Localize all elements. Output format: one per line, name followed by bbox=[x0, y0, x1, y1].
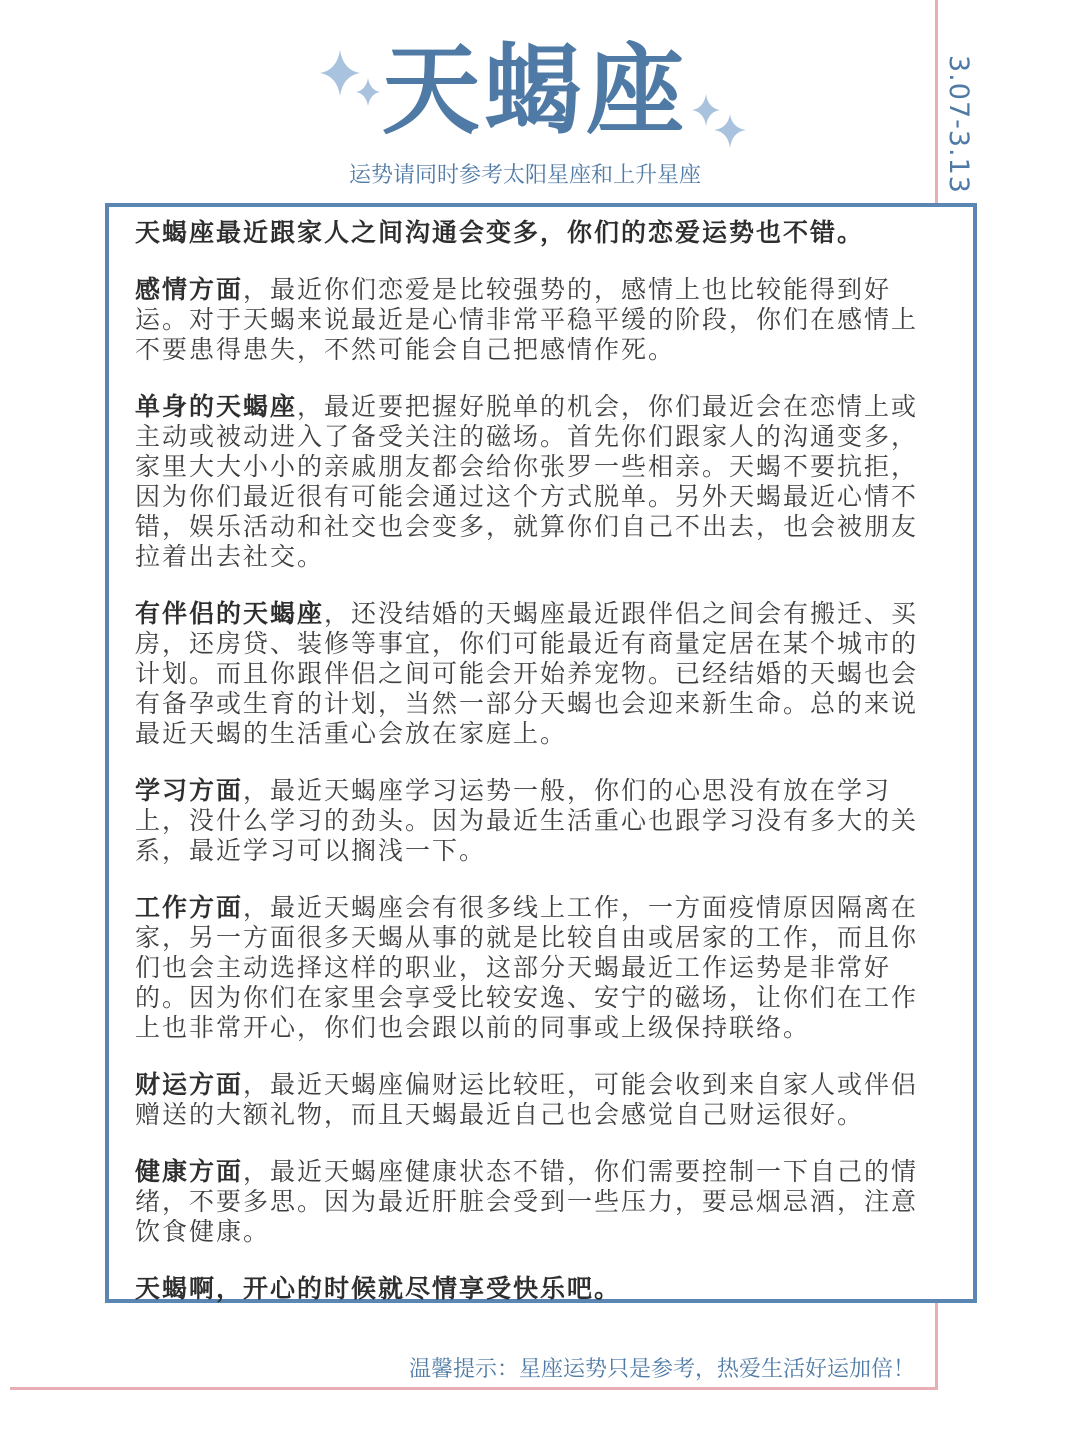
section-label: 学习方面 bbox=[135, 776, 244, 805]
section-label: 感情方面 bbox=[135, 275, 244, 304]
section-text: ，最近你们恋爱是比较强势的，感情上也比较能得到好运。对于天蝎来说最近是心情非常平稳平缓的阶段，你们在感情上不要患得患失，不然可能会自己把感情作死。 bbox=[135, 275, 919, 364]
subtitle: 运势请同时参考太阳星座和上升星座 bbox=[348, 163, 701, 188]
intro-paragraph: 天蝎座最近跟家人之间沟通会变多，你们的恋爱运势也不错。 bbox=[135, 218, 865, 247]
section-label: 财运方面 bbox=[135, 1070, 244, 1099]
section-label: 健康方面 bbox=[135, 1157, 244, 1186]
section-text: ，还没结婚的天蝎座最近跟伴侣之间会有搬迁、买房，还房贷、装修等事宜，你们可能最近有商量定居在某个城市的计划。而且你跟伴侣之间可能会开始养宠物。已经结婚的天蝎也会有备孕或生育的计划，当然一部分天蝎也会迎来新生命。总的来说最近天蝎的生活重心会放在家庭上。 bbox=[135, 599, 919, 748]
section-text: ，最近天蝎座会有很多线上工作，一方面疫情原因隔离在家，另一方面很多天蝎从事的就是比较自由或居家的工作，而且你们也会主动选择这样的职业，这部分天蝎最近工作运势是非常好的。因为你们在家里会享受比较安逸、安宁的磁场，让你们在工作上也非常开心，你们也会跟以前的同事或上级保持联络。 bbox=[135, 893, 919, 1042]
section-text: ，最近天蝎座学习运势一般，你们的心思没有放在学习上，没什么学习的劲头。因为最近生活重心也跟学习没有多大的关系，最近学习可以搁浅一下。 bbox=[135, 776, 919, 865]
article-body bbox=[135, 218, 925, 1331]
footer-tip: 温馨提示：星座运势只是参考，热爱生活好运加倍！ bbox=[408, 1357, 915, 1382]
date-range: 3.07-3.13 bbox=[943, 55, 974, 194]
pink-horizontal-line bbox=[10, 1387, 938, 1390]
section-work bbox=[135, 893, 925, 1043]
section-label: 有伴侣的天蝎座 bbox=[135, 599, 325, 628]
section-partnered bbox=[135, 599, 925, 749]
section-single bbox=[135, 392, 925, 572]
sparkle-icon bbox=[690, 92, 750, 152]
section-love bbox=[135, 275, 925, 365]
closing-paragraph: 天蝎啊，开心的时候就尽情享受快乐吧。 bbox=[135, 1274, 622, 1303]
section-label: 工作方面 bbox=[135, 893, 244, 922]
section-text: ，最近要把握好脱单的机会，你们最近会在恋情上或主动或被动进入了备受关注的磁场。首先你们跟家人的沟通变多，家里大大小小的亲戚朋友都会给你张罗一些相亲。天蝎不要抗拒，因为你们最近很有可能会通过这个方式脱单。另外天蝎最近心情不错，娱乐活动和社交也会变多，就算你们自己不出去，也会被朋友拉着出去社交。 bbox=[135, 392, 919, 571]
section-health bbox=[135, 1157, 925, 1247]
page-title: 天蝎座 bbox=[381, 34, 688, 148]
section-text: ，最近天蝎座偏财运比较旺，可能会收到来自家人或伴侣赠送的大额礼物，而且天蝎最近自己也会感觉自己财运很好。 bbox=[135, 1070, 919, 1129]
section-label: 单身的天蝎座 bbox=[135, 392, 298, 421]
section-study bbox=[135, 776, 925, 866]
section-text: ，最近天蝎座健康状态不错，你们需要控制一下自己的情绪，不要多思。因为最近肝脏会受到一些压力，要忌烟忌酒，注意饮食健康。 bbox=[135, 1157, 919, 1246]
section-wealth bbox=[135, 1070, 925, 1130]
